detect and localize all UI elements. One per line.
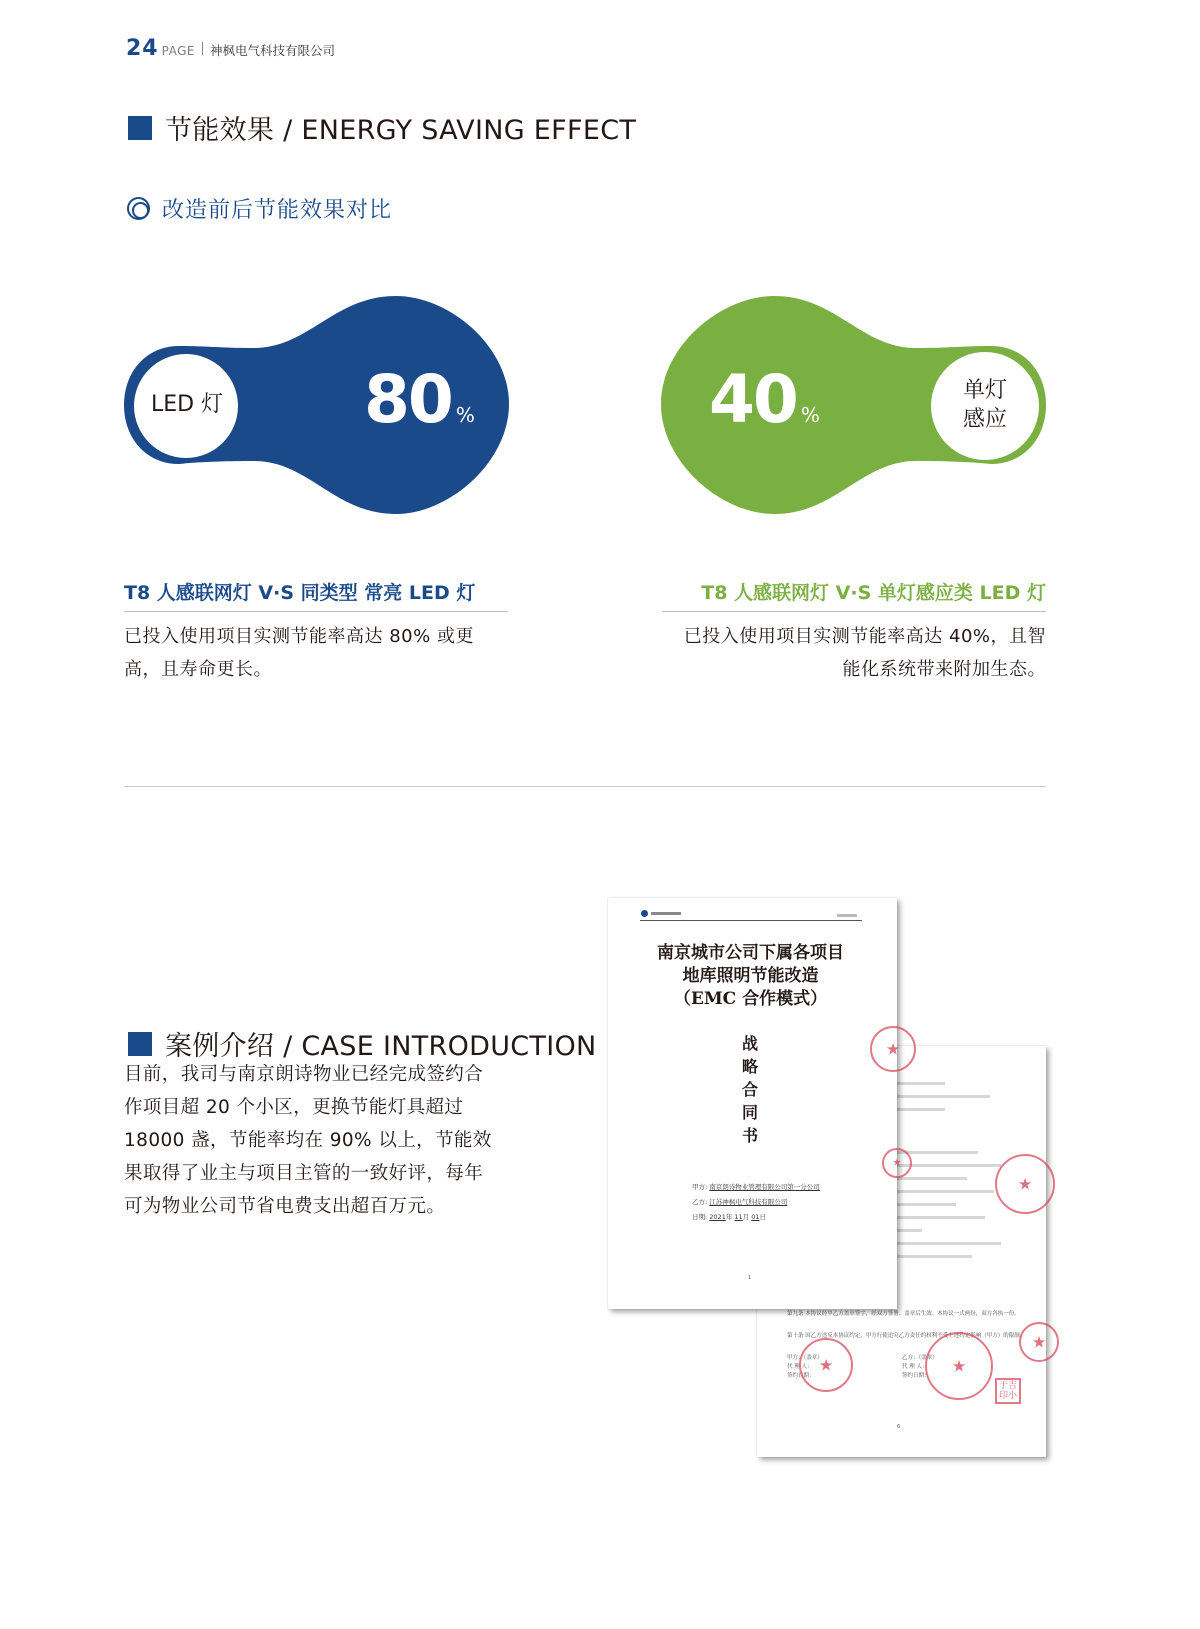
- contract-title-line1: 南京城市公司下属各项目: [657, 943, 844, 963]
- caption-rule-right: [662, 611, 1046, 612]
- saving-blob-single-sensor: [661, 296, 1051, 516]
- vertical-char: 同: [741, 1103, 758, 1122]
- saving-blob-led: [124, 296, 514, 516]
- contract-page-number: 1: [748, 1275, 752, 1281]
- vertical-char: 战: [741, 1034, 758, 1053]
- cover-seal-small-icon: ★: [882, 1148, 912, 1178]
- back-page-number: 6: [897, 1424, 901, 1430]
- party-b-seal-icon: ★: [925, 1332, 993, 1400]
- clause-nine: 第九条 本协议经甲乙方盖章签字，经双方签署、盖章后生效。本协议一式两份，双方各执一份。: [787, 1311, 1020, 1317]
- led-label: LED 灯: [150, 392, 224, 417]
- extra-seal-icon: ★: [1019, 1322, 1059, 1362]
- section-divider: [124, 786, 1046, 787]
- company-name: 神枫电气科技有限公司: [209, 43, 335, 58]
- party-b-name: 江苏神枫电气科技有限公司: [709, 1198, 788, 1206]
- party-a-label: 甲方:: [692, 1183, 708, 1191]
- energy-title-text: 节能效果 / ENERGY SAVING EFFECT: [165, 115, 637, 146]
- party-a-seal-icon: ★: [799, 1338, 853, 1392]
- comparison-subheading: [127, 193, 392, 224]
- party-a-agent: 代 理 人：: [787, 1364, 813, 1370]
- square-bullet-icon: [128, 1032, 152, 1056]
- case-title-text: 案例介绍 / CASE INTRODUCTION: [165, 1031, 597, 1062]
- subheading-text: 改造前后节能效果对比: [162, 198, 393, 223]
- contract-code: [837, 913, 857, 919]
- comparison-caption-left: T8 人感联网灯 V·S 同类型 常亮 LED 灯: [124, 582, 476, 604]
- comparison-caption-right: T8 人感联网灯 V·S 单灯感应类 LED 灯: [701, 582, 1046, 604]
- company-seal-icon: ★: [995, 1154, 1055, 1214]
- description-right-line2: 能化系统带来附加生态。: [842, 659, 1046, 680]
- page-number: 24: [126, 36, 159, 61]
- party-a-sig-label: 甲方：（盖章）: [787, 1355, 823, 1361]
- contract-vertical-title: [740, 1032, 760, 1147]
- percent-value: 40: [709, 361, 797, 438]
- party-b-agent: 代 理 人：: [902, 1364, 928, 1370]
- party-b-sig-label: 乙方：（盖章）: [902, 1355, 938, 1361]
- percent-sign: %: [455, 403, 475, 427]
- personal-seal-icon: 于吉印小: [995, 1378, 1021, 1404]
- page-header: [126, 36, 335, 61]
- energy-section-title: [128, 108, 636, 147]
- sensor-label: [937, 376, 1033, 434]
- comparison-description-right: [662, 620, 1046, 686]
- percent-80: [364, 360, 475, 455]
- date-year: 2021: [709, 1213, 726, 1221]
- square-bullet-icon: [128, 116, 152, 140]
- date-year-suffix: 年: [725, 1213, 733, 1221]
- contract-cover-page: [608, 898, 902, 1309]
- description-right-line1: 已投入使用项目实测节能率高达 40%，且智: [683, 626, 1046, 647]
- party-b-date: 签约日期：: [902, 1373, 930, 1379]
- comparison-description-left: 已投入使用项目实测节能率高达 80% 或更高，且寿命更长。: [124, 626, 474, 680]
- date-label: 日期:: [692, 1213, 708, 1221]
- logo-icon: [641, 910, 648, 917]
- date-line: [692, 1210, 820, 1225]
- date-month: 11: [734, 1213, 743, 1221]
- contract-logo: [641, 910, 681, 917]
- contract-title-line3: （EMC 合作模式）: [673, 989, 828, 1009]
- date-day: 01: [751, 1213, 760, 1221]
- percent-40: [709, 360, 820, 455]
- contract-header-rule: [640, 920, 862, 921]
- contract-title-line2: 地库照明节能改造: [682, 966, 819, 986]
- party-a-date: 签约日期：: [787, 1373, 815, 1379]
- party-a-name: 南京朗诗物业管理有限公司第一分公司: [709, 1183, 820, 1191]
- sensor-label-line1: 单灯: [962, 378, 1007, 403]
- page-word: PAGE: [161, 44, 195, 58]
- percent-sign: %: [800, 403, 820, 427]
- case-description: 目前，我司与南京朗诗物业已经完成签约合作项目超 20 个小区，更换节能灯具超过 18000 盏，节能率均在 90% 以上，节能效果取得了业主与项目主管的一致好评，每年可为物业公司节省电费支出超百万元。: [124, 1064, 492, 1217]
- date-day-suffix: 日: [759, 1213, 767, 1221]
- percent-value: 80: [364, 361, 452, 438]
- party-a-line: [692, 1180, 820, 1195]
- contract-parties: [692, 1180, 820, 1225]
- date-month-suffix: 月: [742, 1213, 750, 1221]
- cover-seal-icon: ★: [870, 1026, 916, 1072]
- clause-ten: 第十条 因乙方违反本协议约定，甲方行使追究乙方责任的权利不受上述约定影响（甲方）的限制。: [787, 1333, 1026, 1339]
- header-separator: [202, 42, 203, 55]
- party-b-label: 乙方:: [692, 1198, 708, 1206]
- caption-rule-left: [124, 611, 508, 612]
- vertical-char: 合: [741, 1080, 758, 1099]
- vertical-char: 书: [741, 1126, 758, 1145]
- target-circle-icon: [127, 197, 150, 220]
- contract-title: [628, 942, 873, 1011]
- sensor-label-line2: 感应: [962, 407, 1007, 432]
- vertical-char: 略: [741, 1057, 758, 1076]
- party-b-line: [692, 1195, 820, 1210]
